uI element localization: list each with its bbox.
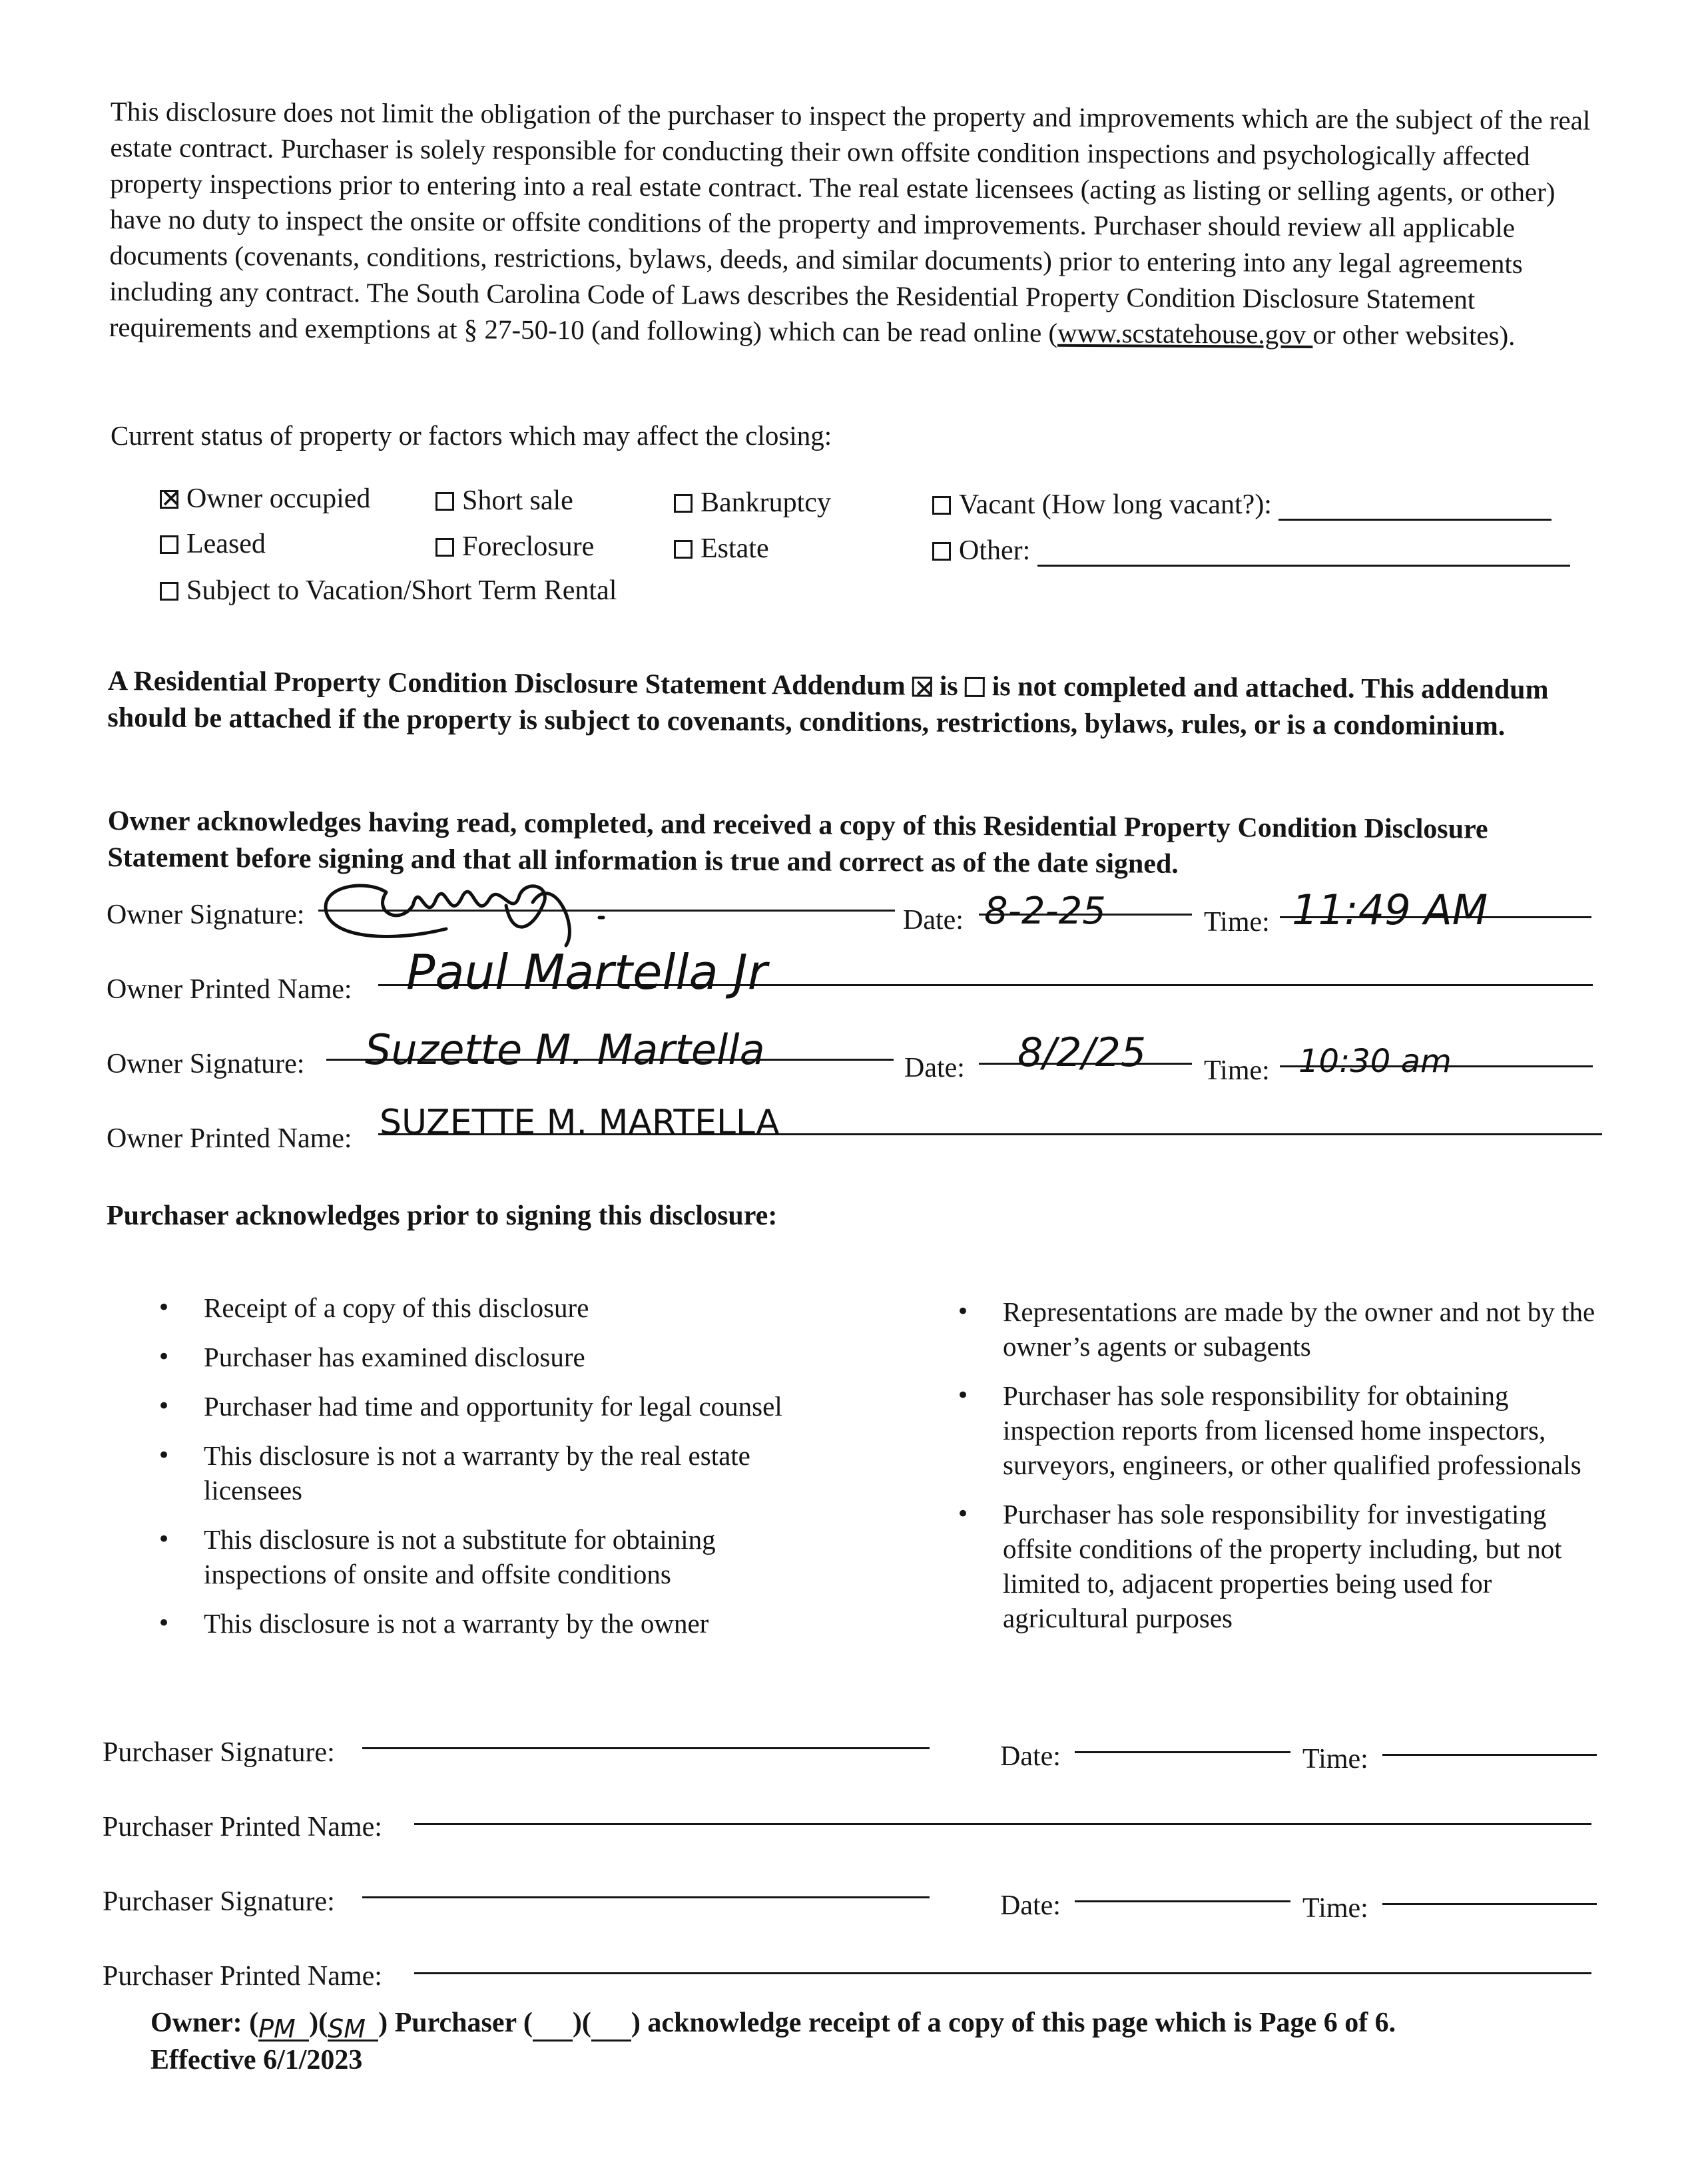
purchaser2-signature-label: Purchaser Signature: [103,1886,335,1917]
other-option[interactable] [932,535,1570,567]
leased-option[interactable] [160,528,266,560]
foreclosure-checkbox[interactable] [435,538,454,557]
owner-initials-2[interactable]: SM [328,2010,378,2042]
estate-checkbox[interactable] [674,540,693,559]
owner2-signature: Suzette M. Martella [365,1025,765,1074]
other-field[interactable] [1037,538,1570,567]
vacation-rental-option[interactable] [160,575,617,607]
vacant-option[interactable] [932,489,1552,521]
owner2-date-label: Date: [904,1053,965,1083]
ack-item: • Purchaser has examined disclosure [157,1340,823,1374]
owner-occupied-checkbox[interactable] [160,490,178,509]
owner1-signature [313,866,686,952]
addendum-is-not-label: is not completed and attached. This addendum should be attached if the property is subject to covenants, conditions, restrictions, bylaws, rules, or is a condominium. [107,671,1549,742]
addendum-text: A Residential Property Condition Disclosure Statement Addendum [107,665,906,702]
purchaser2-time-label: Time: [1302,1893,1368,1924]
owner2-time-label: Time: [1204,1055,1270,1086]
purchaser-initials-1[interactable] [533,2010,573,2042]
purchaser2-time-line[interactable] [1382,1903,1597,1905]
disclosure-text-end: or other websites). [1312,319,1516,351]
ack-item: • This disclosure is not a substitute for obtaining inspections of onsite and offsite conditions [157,1522,823,1591]
addendum-is-checkbox[interactable] [912,677,932,696]
short-sale-label: Short sale [462,485,573,516]
owner-acknowledgement: Owner acknowledges having read, completed, and received a copy of this Residential Property Condition Disclosure Statement before signing and that all information is true and correct as of the date signed. [107,805,1488,880]
estate-option[interactable] [674,533,769,565]
purchaser1-time-line[interactable] [1382,1754,1597,1756]
purchaser1-printed-name-line[interactable] [414,1823,1591,1825]
owner2-printed-name-label: Owner Printed Name: [107,1123,352,1154]
leased-checkbox[interactable] [160,535,178,554]
purchaser1-signature-line[interactable] [362,1747,930,1749]
disclosure-paragraph [109,93,1595,354]
vacant-label: Vacant (How long vacant?): [959,489,1272,520]
owner1-printed-name-value: Paul Martella Jr [406,944,768,1000]
footer-purchaser-label: Purchaser [394,2008,517,2038]
leased-label: Leased [186,529,266,559]
ack-item: • Purchaser had time and opportunity for legal counsel [157,1389,803,1424]
bankruptcy-label: Bankruptcy [701,487,831,518]
owner2-date-value: 8/2/25 [1017,1029,1147,1076]
vacation-rental-checkbox[interactable] [160,582,178,601]
addendum-is-not-checkbox[interactable] [965,677,985,697]
vacation-rental-label: Subject to Vacation/Short Term Rental [186,575,617,606]
ack-item: • Purchaser has sole responsibility for investigating offsite conditions of the property including, but not limited to, adjacent properties being used for agricultural purposes [956,1497,1609,1635]
scstatehouse-link[interactable]: www.scstatehouse.gov [1057,317,1313,350]
owner-occupied-option[interactable] [160,483,370,515]
purchaser-initials-2[interactable] [591,2010,631,2042]
addendum-statement [107,663,1593,746]
purchaser1-date-label: Date: [1000,1741,1061,1772]
footer-ack-text: acknowledge receipt of a copy of this page which is Page 6 of 6. [647,2008,1396,2038]
purchaser1-printed-name-label: Purchaser Printed Name: [103,1812,382,1842]
status-label: Current status of property or factors which may affect the closing: [111,420,832,451]
owner1-time-value: 11:49 AM [1292,886,1488,934]
foreclosure-option[interactable] [435,531,594,563]
footer-owner-label: Owner: [150,2008,242,2038]
short-sale-option[interactable] [435,485,573,517]
estate-label: Estate [701,533,769,564]
ack-item: • This disclosure is not a warranty by the owner [157,1606,823,1641]
ack-item: • Receipt of a copy of this disclosure [157,1290,823,1325]
owner1-printed-name-label: Owner Printed Name: [107,974,352,1005]
addendum-is-label: is [939,671,958,702]
foreclosure-label: Foreclosure [462,531,595,562]
purchaser1-time-label: Time: [1302,1744,1368,1774]
purchaser1-date-line[interactable] [1075,1751,1290,1753]
other-label: Other: [959,535,1031,566]
owner-initials-1[interactable]: PM [258,2010,309,2042]
short-sale-checkbox[interactable] [435,492,454,511]
ack-item: • This disclosure is not a warranty by the real estate licensees [157,1438,803,1507]
purchaser-ack-list-left [157,1290,823,1655]
purchaser2-date-label: Date: [1000,1890,1061,1921]
purchaser-ack-list-right [956,1294,1609,1650]
disclosure-text: This disclosure does not limit the obligation of the purchaser to inspect the property and improvements which are the subject of the real estate contract. Purchaser is solely responsible for conducting their own offsite condition inspections and psychologically affected property inspections prior to entering into a real estate contract. The real estate licensees (acting as listing or selling agents, or other) have no duty to inspect the onsite or offsite conditions of the property and improvements. Purchaser should review all applicable documents (covenants, conditions, restrictions, bylaws, deeds, and similar documents) prior to entering into any legal agreements including any contract. The South Carolina Code of Laws describes the Residential Property Condition Disclosure Statement requirements and exemptions at § 27-50-10 (and following) which can be read online ( [109,95,1591,348]
purchaser2-printed-name-label: Purchaser Printed Name: [103,1961,382,1992]
vacant-checkbox[interactable] [932,496,951,515]
owner2-time-value: 10:30 am [1298,1043,1452,1080]
purchaser2-signature-line[interactable] [362,1896,930,1898]
purchaser-ack-title: Purchaser acknowledges prior to signing this disclosure: [107,1201,778,1231]
owner1-date-value: 8-2-25 [984,890,1106,933]
owner1-date-label: Date: [903,905,964,936]
owner-occupied-label: Owner occupied [186,483,371,514]
ack-item: • Representations are made by the owner and not by the owner’s agents or subagents [956,1294,1609,1364]
vacant-duration-field[interactable] [1278,492,1552,521]
purchaser2-printed-name-line[interactable] [414,1972,1591,1974]
page-footer [150,2004,1396,2079]
footer-effective-date: Effective 6/1/2023 [150,2045,363,2075]
owner2-printed-name-value: SUZETTE M. MARTELLA [380,1103,780,1143]
purchaser2-date-line[interactable] [1075,1900,1290,1902]
owner1-signature-label: Owner Signature: [107,900,305,930]
footer-initials-line: Owner: (PM )(SM ) Purchaser ( )( ) acknowledge receipt of a copy of this page which is Page 6 of 6. [150,2008,1396,2044]
owner2-signature-label: Owner Signature: [107,1049,305,1079]
bankruptcy-checkbox[interactable] [674,494,693,513]
bankruptcy-option[interactable] [674,487,831,519]
purchaser1-signature-label: Purchaser Signature: [103,1737,335,1768]
owner1-time-label: Time: [1204,907,1270,938]
other-checkbox[interactable] [932,542,951,561]
ack-item: • Purchaser has sole responsibility for obtaining inspection reports from licensed home inspectors, surveyors, engineers, or other qualified professionals [956,1378,1609,1482]
